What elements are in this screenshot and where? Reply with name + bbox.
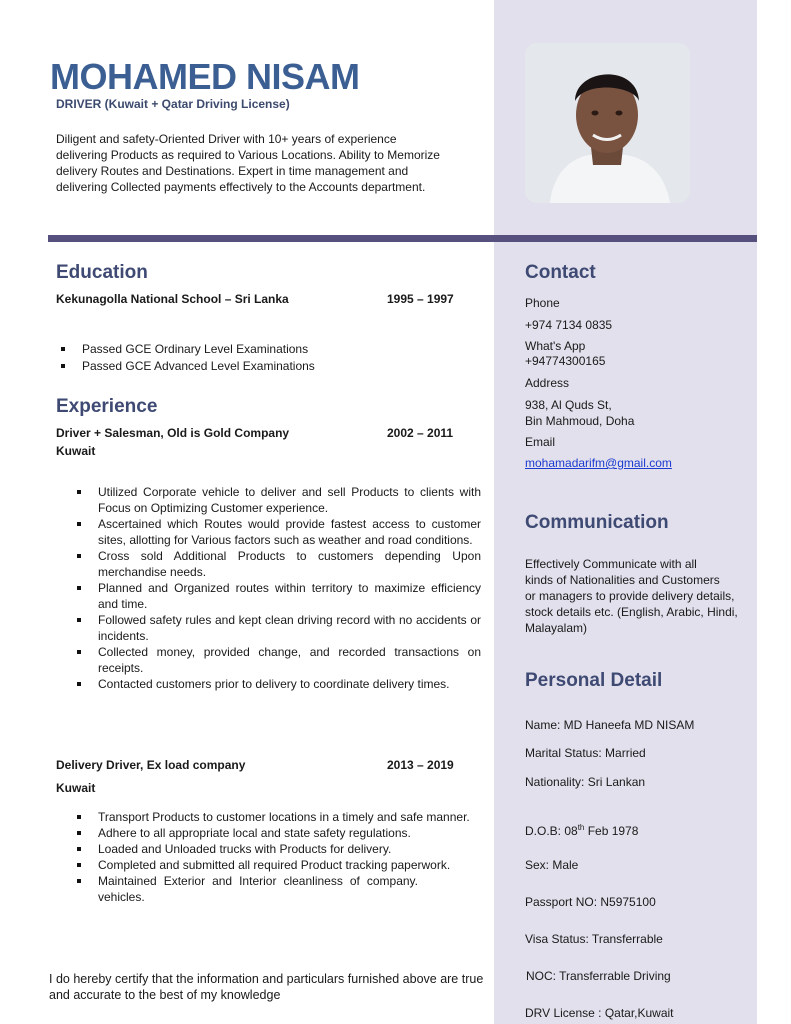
candidate-name: MOHAMED NISAM <box>50 56 360 97</box>
dob-superscript: th <box>577 823 585 832</box>
whatsapp-number: +94774300165 <box>525 354 606 368</box>
job1-years: 2002 – 2011 <box>387 426 454 440</box>
address-line: Bin Mahmoud, Doha <box>525 414 635 428</box>
profile-photo <box>525 43 690 203</box>
communication-line: stock details etc. (English, Arabic, Hindi, <box>525 605 738 619</box>
list-item: Maintained Exterior and Interior cleanliness of company. vehicles. <box>98 874 418 904</box>
email-label: Email <box>525 435 556 449</box>
list-item: Planned and Organized routes within territory to maximize efficiency and time. <box>98 581 481 611</box>
education-school: Kekunagolla National School – Sri Lanka <box>56 292 289 306</box>
address-line: 938, Al Quds St, <box>525 398 612 412</box>
job2-location: Kuwait <box>56 781 96 795</box>
list-item: Adhere to all appropriate local and state safety regulations. <box>98 825 481 841</box>
job2-years: 2013 – 2019 <box>387 758 454 772</box>
summary <box>56 131 476 195</box>
list-item: Passed GCE Ordinary Level Examinations <box>82 341 462 358</box>
address-label: Address <box>525 376 570 390</box>
personal-noc: NOC: Transferrable Driving <box>526 969 671 983</box>
list-item: Passed GCE Advanced Level Examinations <box>82 358 462 375</box>
header-divider <box>48 235 757 242</box>
communication-line: kinds of Nationalities and Customers <box>525 573 720 587</box>
personal-passport: Passport NO: N5975100 <box>525 895 656 909</box>
summary-line: delivery Routes and Destinations. Expert in time management and <box>56 164 409 178</box>
personal-nationality: Nationality: Sri Lankan <box>525 775 646 789</box>
education-heading: Education <box>56 262 148 283</box>
job1-duties <box>98 484 481 692</box>
whatsapp-label: What's App <box>525 339 586 353</box>
email-link[interactable]: mohamadarifm@gmail.com <box>525 456 672 470</box>
summary-line: delivering Products as required to Various Locations. Ability to Memorize <box>56 148 440 162</box>
list-item: Utilized Corporate vehicle to deliver and sell Products to clients with Focus on Optimizing Customer experience. <box>98 485 481 515</box>
personal-marital: Marital Status: Married <box>525 746 646 760</box>
list-item: Transport Products to customer locations in a timely and safe manner. <box>98 809 481 825</box>
education-list <box>82 341 462 375</box>
dob-prefix: D.O.B: 08 <box>525 824 578 838</box>
personal-name: Name: MD Haneefa MD NISAM <box>525 718 695 732</box>
list-item: Cross sold Additional Products to customers depending Upon merchandise needs. <box>98 549 481 579</box>
job-title: DRIVER (Kuwait + Qatar Driving License) <box>56 97 290 111</box>
list-item: Followed safety rules and kept clean driving record with no accidents or incidents. <box>98 613 481 643</box>
job2-duties <box>98 809 481 905</box>
personal-dob <box>525 820 638 839</box>
list-item: Contacted customers prior to delivery to coordinate delivery times. <box>98 676 481 692</box>
list-item: Loaded and Unloaded trucks with Products for delivery. <box>98 841 481 857</box>
job1-location: Kuwait <box>56 444 96 458</box>
communication-heading: Communication <box>525 512 669 533</box>
communication-text <box>525 556 740 636</box>
experience-heading: Experience <box>56 396 158 417</box>
job1-role: Driver + Salesman, Old is Gold Company <box>56 426 290 440</box>
personal-sex: Sex: Male <box>525 858 579 872</box>
phone-label: Phone <box>525 296 560 310</box>
summary-line: delivering Collected payments effectively to the Accounts department. <box>56 180 426 194</box>
list-item: Completed and submitted all required Product tracking paperwork. <box>98 857 481 873</box>
summary-line: Diligent and safety-Oriented Driver with 10+ years of experience <box>56 132 397 146</box>
education-years: 1995 – 1997 <box>387 292 454 306</box>
contact-heading: Contact <box>525 262 596 283</box>
profile-photo-illustration <box>525 43 690 203</box>
phone-number: +974 7134 0835 <box>525 318 613 332</box>
communication-line: Malayalam) <box>525 621 588 635</box>
job2-role: Delivery Driver, Ex load company <box>56 758 246 772</box>
dob-suffix: Feb 1978 <box>584 824 639 838</box>
personal-visa: Visa Status: Transferrable <box>525 932 663 946</box>
communication-line: or managers to provide delivery details, <box>525 589 735 603</box>
personal-heading: Personal Detail <box>525 670 663 691</box>
certification-statement: I do hereby certify that the information and particulars furnished above are true and accurate to the best of my knowledge <box>49 972 484 1002</box>
list-item: Collected money, provided change, and recorded transactions on receipts. <box>98 645 481 675</box>
communication-line: Effectively Communicate with all <box>525 557 697 571</box>
list-item: Ascertained which Routes would provide fastest access to customer sites, allotting for Various factors such as weather and road conditions. <box>98 517 481 547</box>
personal-driving-license: DRV License : Qatar,Kuwait <box>525 1006 674 1020</box>
